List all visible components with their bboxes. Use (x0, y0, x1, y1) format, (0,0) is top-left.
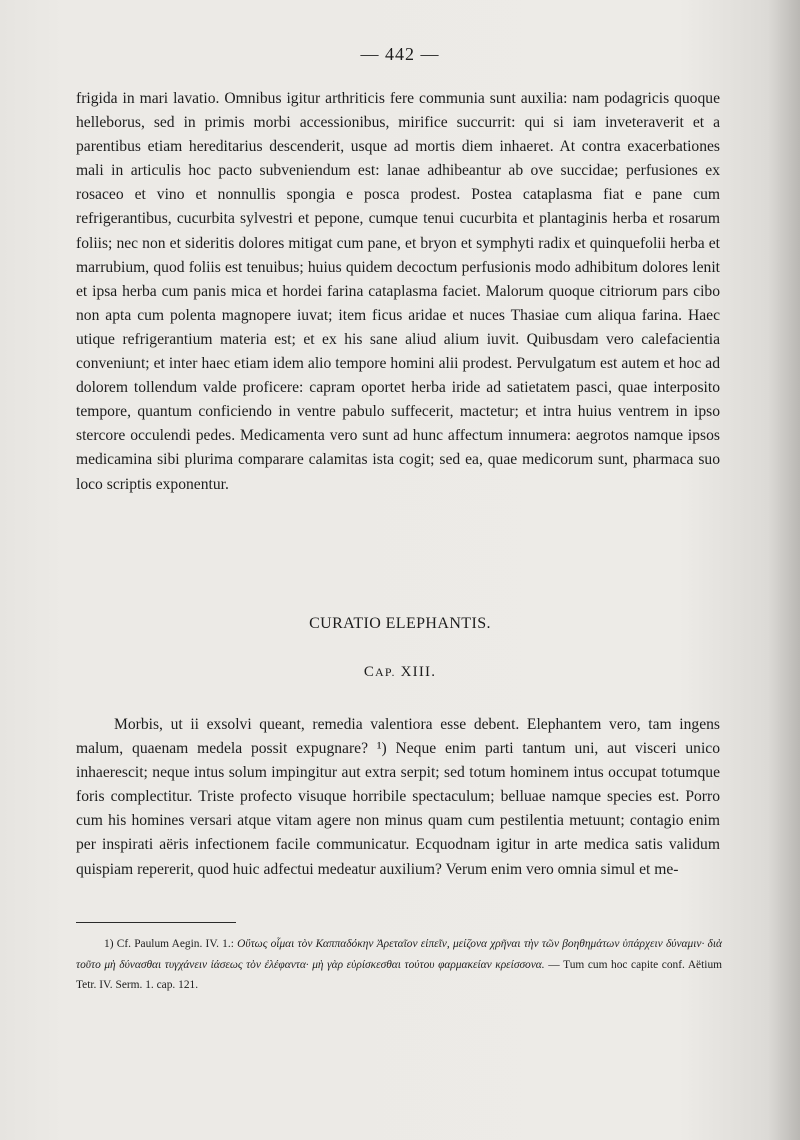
footnote (76, 934, 722, 996)
paragraph-elephantiasis: Morbis, ut ii exsolvi queant, remedia valentiora esse debent. Elephantem vero, tam ingens malum, quaenam medela possit expugnare? ¹) Neque enim parti tantum uni, aut visceri unico inhaerescit; neque intus solum impingitur aut extra serpit; sed totum hominem intus occupat totumque foris complectitur. Triste profecto visuque horribile spectaculum; belluae namque species est. Porro cum his homines versari atque vitam agere non minus quam cum pestilentia metuunt; contagio enim per inspirati aëris infectionem facile communicatur. Ecquodnam igitur in arte medica satis validum quispiam repererit, quod huic adfectui medeatur auxilium? Verum enim vero omnia simul et me- (76, 716, 720, 878)
footnote-divider (76, 922, 236, 923)
chapter-prefix-rest: AP. (375, 665, 396, 679)
chapter-label (0, 664, 800, 681)
paragraph-gout-remedies: frigida in mari lavatio. Omnibus igitur arthriticis fere communia sunt auxilia: nam podagricis quoque helleborus, sed in primis morbi accessionibus, mirifice succurrit: qui si iam inveteraverit et a parentibus etiam hereditarius descenderit, usque ad mortis diem inhaeret. At contra exacerbationes mali in articulis hoc pacto subveniendum est: lanae adhibeantur ab ove succidae; perfusiones ex rosaceo et vino et nonnullis spongia e posca prodest. Postea cataplasma fiat e pane cum refrigerantibus, cucurbita sylvestri et pepone, cumque tenui cucurbita et plantaginis herba et rosarum foliis; nec non et sideritis dolores mitigat cum pane, et bryon et symphyti radix et quinquefolii herba et marrubium, quod foliis est tenuibus; huius quidem decoctum perfusionis modo adhibitum dolores lenit et ipsa herba cum panis mica et hordei farina cataplasma faciet. Malorum quoque citriorum pars cibo non apta cum polenta magnopere iuvat; item ficus aridae et nuces Thasiae cum aliqua farina. Haec utique refrigerantium materia est; et ex his sane aliud alium iuvit. Quibusdam vero calefacientia conveniunt; et inter haec etiam idem alio tempore homini alii prodest. Pervulgatum est autem et hoc ad dolorem tollendum valde proficere: capram oportet herba iride ad satietatem pasci, quae interposito tempore, quantum conficiendo in ventre pabulo suffecerit, mactetur; et intra huius ventrem in ipso stercore occulendi pedes. Medicamenta vero sunt ad hunc affectum innumera: aegrotos namque ipsos medicamina sibi plurima comparare calamitas ista cogit; sed ea, quae medicorum sunt, pharmaca suo loco scriptis exponentur. (76, 90, 720, 493)
section-title: CURATIO ELEPHANTIS. (309, 615, 491, 632)
page-number: — 442 — (360, 44, 440, 64)
footnote-greek-quote: Οὕτως οἶμαι τὸν Καππαδόκην Ἀρεταῖον εἰπεῖν, μείζονα χρῆναι τὴν τῶν βοηθημάτων ὑπάρχειν δύναμιν· διὰ τοῦτο μὴ δύνασθαι τυγχάνειν ἰάσεως τὸν ἐλέφαντα· μὴ γὰρ εὑρίσκεσθαι τούτου φαρμακείαν κρείσσονα. (76, 938, 722, 971)
footnote-reference: — Tum cum hoc capite conf. Aëtium Tetr. IV. Serm. 1. cap. 121. (76, 958, 722, 991)
footnote-marker: 1) Cf. Paulum Aegin. IV. 1.: (104, 938, 234, 950)
chapter-number: XIII. (400, 664, 437, 680)
chapter-prefix-initial: C (363, 664, 376, 680)
